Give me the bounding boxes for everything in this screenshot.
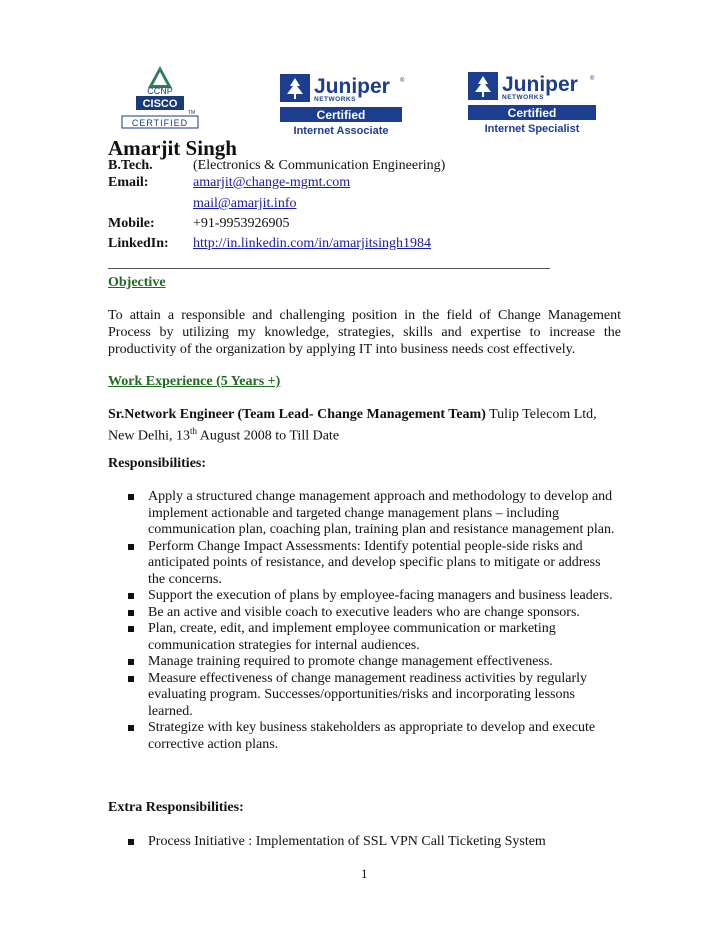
juniper-certified-badge: Certified bbox=[507, 106, 557, 120]
list-item: Process Initiative : Implementation of SSL VPN Call Ticketing System bbox=[148, 834, 618, 851]
bullet-square-icon bbox=[128, 725, 134, 731]
bullet-square-icon bbox=[128, 544, 134, 550]
bullet-square-icon bbox=[128, 593, 134, 599]
header-divider bbox=[108, 268, 550, 269]
linkedin-label: LinkedIn: bbox=[108, 236, 169, 251]
candidate-name: Amarjit Singh bbox=[108, 136, 237, 160]
bullet-square-icon bbox=[128, 610, 134, 616]
list-item: Manage training required to promote change management effectiveness. bbox=[148, 654, 618, 671]
experience-heading: Work Experience (5 Years +) bbox=[108, 374, 281, 389]
list-item: Plan, create, edit, and implement employee communication or marketing communication strategies for internal audiences. bbox=[148, 621, 618, 654]
degree-value: (Electronics & Communication Engineering) bbox=[193, 158, 446, 173]
linkedin-link[interactable]: http://in.linkedin.com/in/amarjitsingh1984 bbox=[193, 236, 431, 251]
juniper-caption-text: Internet Associate bbox=[293, 125, 389, 137]
job-company: Tulip Telecom Ltd, bbox=[485, 407, 597, 422]
bullet-square-icon bbox=[128, 659, 134, 665]
juniper-reg-text: ® bbox=[590, 76, 595, 82]
cisco-brand-text: CISCO bbox=[142, 98, 178, 110]
juniper-networks-text: NETWORKS bbox=[314, 96, 356, 103]
mobile-label: Mobile: bbox=[108, 216, 155, 231]
list-item: Strategize with key business stakeholders as appropriate to develop and execute corrective action plans. bbox=[148, 720, 618, 753]
extra-responsibilities-heading: Extra Responsibilities: bbox=[108, 800, 244, 815]
bullet-square-icon bbox=[128, 839, 134, 845]
degree-label: B.Tech. bbox=[108, 158, 153, 173]
juniper-certified-badge: Certified bbox=[316, 108, 366, 122]
list-item: Apply a structured change management approach and methodology to develop and implement actionable and targeted change management plans – including communication plan, coaching plan, training plan and resistance management plan. bbox=[148, 489, 618, 539]
bullet-square-icon bbox=[128, 676, 134, 682]
juniper-networks-text: NETWORKS bbox=[502, 94, 544, 101]
list-item: Be an active and visible coach to executive leaders who are change sponsors. bbox=[148, 605, 618, 622]
job-title-block bbox=[108, 406, 623, 445]
list-item: Support the execution of plans by employee-facing managers and business leaders. bbox=[148, 588, 618, 605]
list-item: Perform Change Impact Assessments: Identify potential people-side risks and anticipated points of resistance, and develop specific plans to mitigate or address the concerns. bbox=[148, 539, 618, 589]
juniper-brand-text: Juniper bbox=[502, 73, 578, 96]
objective-text: To attain a responsible and challenging position in the field of Change Management Process by utilizing my knowledge, strategies, skills and expertise to increase the productivity of the organization by applying IT into business needs cost effectively. bbox=[108, 308, 621, 357]
responsibilities-heading: Responsibilities: bbox=[108, 456, 207, 471]
job-location-date: New Delhi, 13 bbox=[108, 428, 191, 444]
extra-responsibilities-list bbox=[148, 834, 618, 851]
mobile-value: +91-9953926905 bbox=[193, 216, 290, 231]
juniper-caption-text: Internet Specialist bbox=[484, 123, 580, 135]
email-label: Email: bbox=[108, 175, 149, 190]
cisco-ccnp-text: CCNP bbox=[147, 86, 173, 96]
cisco-certified-text: CERTIFIED bbox=[131, 118, 189, 128]
email-link-secondary[interactable]: mail@amarjit.info bbox=[193, 196, 297, 211]
bullet-square-icon bbox=[128, 626, 134, 632]
juniper-reg-text: ® bbox=[400, 78, 405, 84]
juniper-specialist-logo bbox=[466, 68, 602, 138]
juniper-brand-text: Juniper bbox=[314, 75, 390, 98]
job-date-suffix: th bbox=[190, 426, 198, 436]
cisco-tm-text: TM bbox=[188, 110, 196, 116]
list-item: Measure effectiveness of change management readiness activities by regularly evaluating program. Successes/opportunities/risks and incorporating lessons learned. bbox=[148, 671, 618, 721]
cisco-ccnp-logo bbox=[118, 64, 218, 132]
page-number: 1 bbox=[361, 866, 368, 881]
bullet-square-icon bbox=[128, 494, 134, 500]
responsibilities-list bbox=[148, 489, 618, 753]
job-role: Sr.Network Engineer (Team Lead- Change Management Team) bbox=[108, 407, 486, 422]
juniper-associate-logo bbox=[278, 70, 408, 140]
objective-heading: Objective bbox=[108, 275, 166, 290]
job-date-rest: August 2008 to Till Date bbox=[197, 428, 340, 444]
email-link-primary[interactable]: amarjit@change-mgmt.com bbox=[193, 175, 351, 190]
